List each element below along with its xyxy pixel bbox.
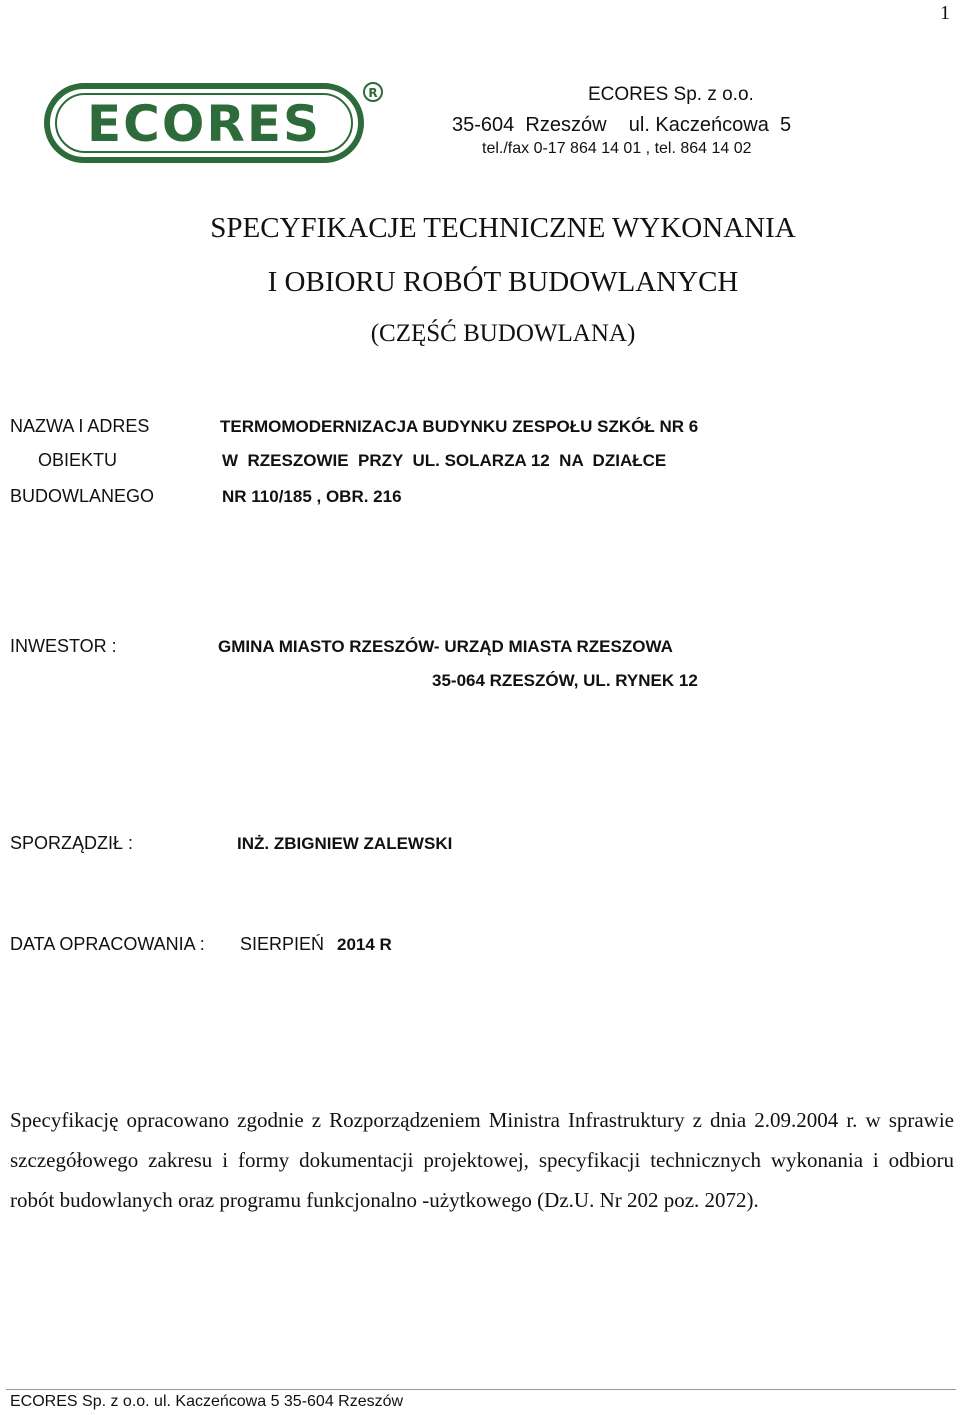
investor-line-1: GMINA MIASTO RZESZÓW- URZĄD MIASTA RZESZOWA [218, 637, 673, 656]
address-label-1: NAZWA I ADRES [10, 416, 150, 436]
company-address: 35-604 Rzeszów ul. Kaczeńcowa 5 [452, 114, 792, 136]
date-label: DATA OPRACOWANIA : [10, 934, 205, 954]
title-line-2: I OBIORU ROBÓT BUDOWLANYCH [267, 266, 739, 298]
svg-text:R: R [368, 86, 378, 100]
footer-divider [6, 1389, 956, 1390]
author-name: INŻ. ZBIGNIEW ZALEWSKI [237, 834, 453, 853]
date-month: SIERPIEŃ [240, 934, 325, 954]
company-name: ECORES Sp. z o.o. [588, 84, 754, 105]
author-label: SPORZĄDZIŁ : [10, 833, 134, 853]
title-line-1: SPECYFIKACJE TECHNICZNE WYKONANIA [210, 212, 796, 244]
title-line-3: (CZĘŚĆ BUDOWLANA) [370, 320, 636, 347]
address-value-1: TERMOMODERNIZACJA BUDYNKU ZESPOŁU SZKÓŁ NR 6 [220, 417, 699, 436]
address-value-3: NR 110/185 , OBR. 216 [222, 487, 402, 506]
footer-text: ECORES Sp. z o.o. ul. Kaczeńcowa 5 35-604 Rzeszów [10, 1393, 404, 1410]
regulation-paragraph: Specyfikację opracowano zgodnie z Rozporządzeniem Ministra Infrastruktury z dnia 2.09.2004 r. w sprawie szczegółowego zakresu i formy dokumentacji projektowej, specyfikacji technicznych wykonania i odbioru robót budowlanych oraz programu funkcjonalno -użytkowego (Dz.U. Nr 202 poz. 2072). [10, 1108, 954, 1212]
page-number: 1 [940, 2, 950, 24]
ecores-logo [44, 80, 384, 166]
address-value-2: W RZESZOWIE PRZY UL. SOLARZA 12 NA DZIAŁCE [222, 451, 667, 470]
company-phone: tel./fax 0-17 864 14 01 , tel. 864 14 02 [482, 140, 752, 157]
logo-text: ECORES [86, 95, 322, 153]
date-year: 2014 R [337, 935, 392, 954]
investor-line-2: 35-064 RZESZÓW, UL. RYNEK 12 [432, 671, 698, 690]
investor-label: INWESTOR : [10, 636, 117, 656]
address-label-2: OBIEKTU [38, 450, 118, 470]
address-label-3: BUDOWLANEGO [10, 486, 155, 506]
